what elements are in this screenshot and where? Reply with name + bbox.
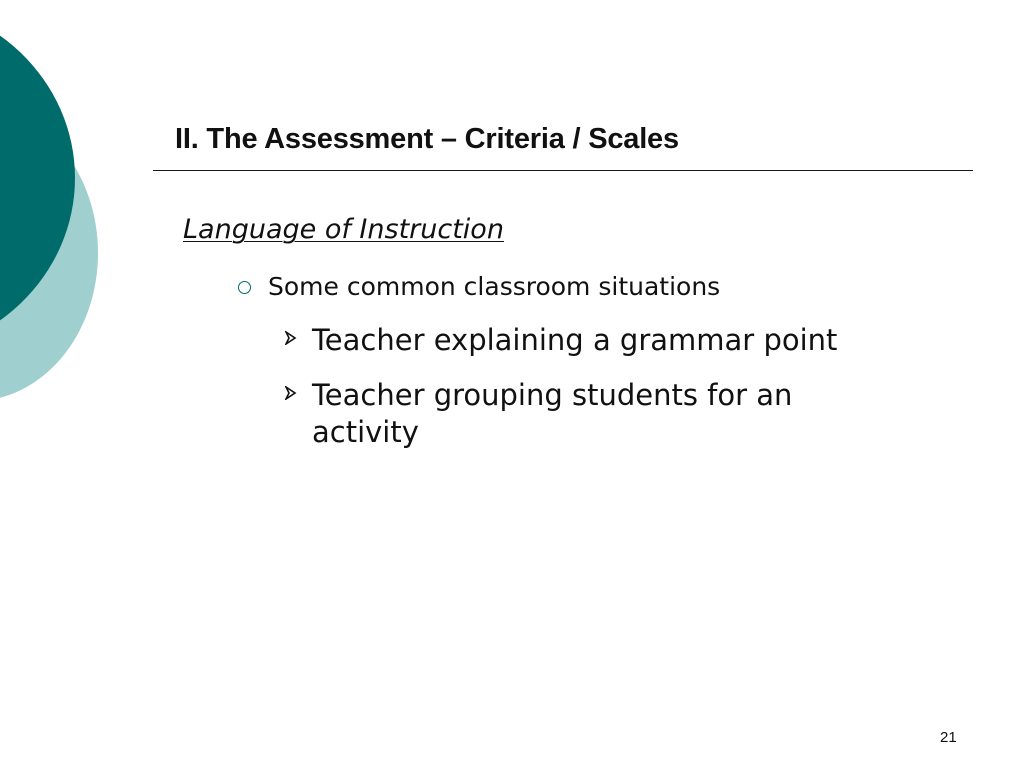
sub-bullet-text: Teacher grouping students for an activity: [312, 378, 793, 449]
slide-title: II. The Assessment – Criteria / Scales: [175, 123, 679, 155]
arrow-bullet-icon: [285, 331, 312, 350]
bullet-text: Some common classroom situations: [268, 272, 721, 301]
page-number: 21: [940, 729, 957, 746]
bullet-item: [238, 272, 720, 301]
circle-bullet-icon: [238, 281, 251, 294]
sub-bullet-text: Teacher explaining a grammar point: [312, 323, 838, 357]
arrow-bullet-icon: [285, 386, 312, 405]
section-heading: Language of Instruction: [183, 214, 504, 245]
title-divider: [153, 170, 973, 171]
sub-bullet-item: [285, 377, 845, 451]
sub-bullet-item: [285, 322, 905, 359]
